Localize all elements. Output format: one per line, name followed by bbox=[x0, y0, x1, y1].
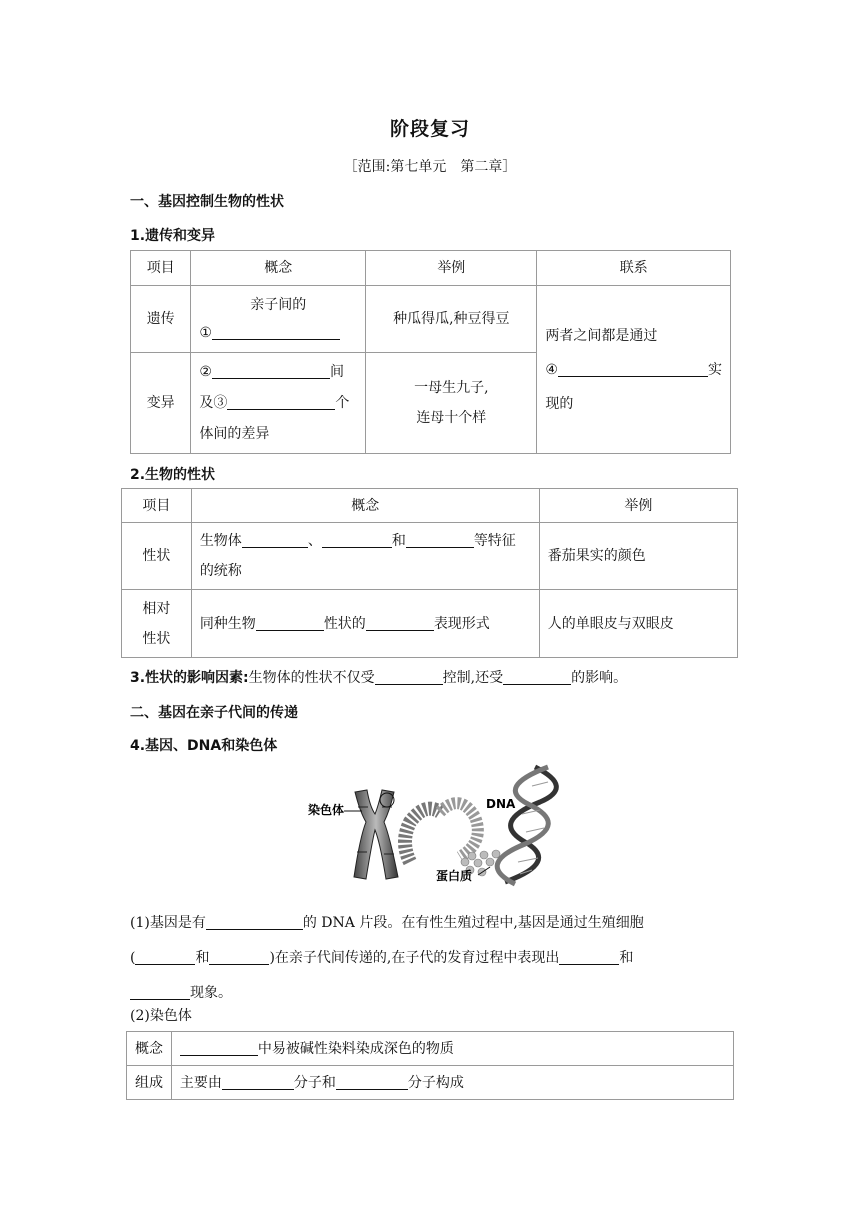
chromosome-blank-2[interactable] bbox=[222, 1073, 294, 1090]
chromosome-blank-3[interactable] bbox=[336, 1073, 408, 1090]
header-example: 举例 bbox=[366, 251, 537, 286]
row-name-heredity: 遗传 bbox=[131, 286, 191, 353]
answer-blank-3[interactable] bbox=[227, 393, 335, 410]
item3-blank-1[interactable] bbox=[375, 668, 443, 685]
q1-text-e: )在亲子代间传递的,在子代的发育过程中表现出 bbox=[269, 950, 560, 966]
header-relation: 联系 bbox=[537, 251, 731, 286]
relative-concept-mid: 性状的 bbox=[323, 615, 366, 632]
answer-blank-2[interactable] bbox=[212, 362, 330, 379]
chromosome-concept-text: 中易被碱性染料染成深色的物质 bbox=[257, 1040, 454, 1057]
relative-concept-end: 表现形式 bbox=[433, 615, 490, 632]
relation-line3: 现的 bbox=[545, 395, 574, 412]
variation-line1-end: 间 bbox=[329, 363, 344, 380]
page-title: 阶段复习 bbox=[389, 118, 470, 140]
relative-trait-name-2: 性状 bbox=[142, 630, 171, 647]
chromosome-blank-1[interactable] bbox=[180, 1039, 258, 1056]
relation-line1: 两者之间都是通过 bbox=[545, 327, 658, 344]
row-name-relative-trait bbox=[122, 590, 192, 658]
section1-heading: 一、基因控制生物的性状 bbox=[130, 194, 284, 210]
chromosome-shape bbox=[354, 790, 398, 879]
q1-blank-2[interactable] bbox=[135, 948, 195, 965]
traits-header-item: 项目 bbox=[122, 489, 192, 523]
q1-blank-1[interactable] bbox=[206, 913, 303, 930]
variation-line3: 体间的差异 bbox=[199, 425, 270, 442]
dna-helix-shape bbox=[497, 767, 556, 884]
trait-concept-start: 生物体 bbox=[199, 533, 242, 549]
section2-heading: 二、基因在亲子代间的传递 bbox=[130, 705, 298, 721]
chromosome-dna-figure bbox=[300, 762, 570, 890]
label-chromosome: 染色体 bbox=[308, 803, 345, 817]
row-name-concept: 概念 bbox=[127, 1032, 172, 1066]
row-name-trait: 性状 bbox=[122, 523, 192, 590]
item1-heading: 1.遗传和变异 bbox=[130, 228, 216, 244]
q1-text-f: 和 bbox=[619, 950, 634, 966]
variation-marker-2: ② bbox=[199, 363, 212, 380]
q1-blank-4[interactable] bbox=[559, 948, 619, 965]
q1-blank-5[interactable] bbox=[130, 983, 190, 1000]
trait-concept-end: 的统称 bbox=[199, 563, 242, 579]
item2-heading: 2.生物的性状 bbox=[130, 467, 216, 483]
item3-blank-2[interactable] bbox=[503, 668, 571, 685]
header-concept: 概念 bbox=[191, 251, 366, 286]
page-subtitle: ［范围:第七单元 第二章］ bbox=[343, 159, 517, 175]
item4-heading: 4.基因、DNA和染色体 bbox=[130, 738, 278, 754]
relative-trait-name-1: 相对 bbox=[142, 600, 171, 617]
variation-marker-3: 及③ bbox=[199, 394, 228, 411]
traits-table bbox=[121, 488, 738, 658]
trait-blank-1[interactable] bbox=[242, 531, 308, 548]
q2-heading: (2)染色体 bbox=[130, 1008, 192, 1024]
chromatin-coil-shape bbox=[405, 803, 500, 876]
variation-example-line1: 一母生九子, bbox=[414, 380, 489, 396]
variation-concept-cell bbox=[191, 353, 366, 454]
trait-example: 番茄果实的颜色 bbox=[539, 523, 737, 590]
trait-sep-3: 等特征 bbox=[473, 533, 516, 549]
relative-trait-concept-cell bbox=[191, 590, 539, 658]
q1-text-d: 和 bbox=[195, 950, 210, 966]
item3-text-b: 控制,还受 bbox=[442, 670, 504, 686]
item3-text-a: 生物体的性状不仅受 bbox=[248, 670, 375, 686]
item3-heading: 3.性状的影响因素: bbox=[130, 670, 249, 686]
relation-cell bbox=[537, 286, 731, 454]
q1-text-b: 的 DNA 片段。在有性生殖过程中,基因是通过生殖细胞 bbox=[302, 915, 644, 931]
trait-sep-2: 和 bbox=[391, 533, 406, 549]
chromosome-composition-cell bbox=[171, 1066, 733, 1100]
q1-text-g: 现象。 bbox=[190, 985, 232, 1001]
q1-text-a: (1)基因是有 bbox=[130, 915, 206, 931]
variation-line2-end: 个 bbox=[335, 394, 350, 411]
composition-text-a: 主要由 bbox=[179, 1074, 222, 1091]
trait-blank-2[interactable] bbox=[322, 531, 392, 548]
variation-example-cell bbox=[366, 353, 537, 454]
answer-blank-4[interactable] bbox=[558, 360, 708, 377]
row-name-variation: 变异 bbox=[131, 353, 191, 454]
composition-text-c: 分子构成 bbox=[407, 1074, 464, 1091]
traits-header-example: 举例 bbox=[539, 489, 737, 523]
heredity-concept-cell bbox=[191, 286, 366, 353]
traits-header-concept: 概念 bbox=[191, 489, 539, 523]
chromosome-table bbox=[126, 1031, 734, 1100]
chromosome-concept-cell bbox=[171, 1032, 733, 1066]
relative-trait-example: 人的单眼皮与双眼皮 bbox=[539, 590, 737, 658]
label-protein: 蛋白质 bbox=[436, 869, 473, 883]
composition-text-b: 分子和 bbox=[293, 1074, 336, 1091]
trait-blank-3[interactable] bbox=[406, 531, 474, 548]
item3-line bbox=[130, 667, 627, 687]
trait-concept-cell bbox=[191, 523, 539, 590]
heredity-variation-table bbox=[130, 250, 731, 454]
header-item: 项目 bbox=[131, 251, 191, 286]
relation-marker: ④ bbox=[545, 361, 558, 378]
question-1 bbox=[130, 906, 734, 1011]
relative-concept-start: 同种生物 bbox=[199, 615, 256, 632]
answer-blank-1[interactable] bbox=[212, 323, 340, 340]
heredity-example: 种瓜得瓜,种豆得豆 bbox=[366, 286, 537, 353]
relative-blank-2[interactable] bbox=[366, 614, 434, 631]
relation-line2-end: 实 bbox=[707, 361, 722, 378]
row-name-composition: 组成 bbox=[127, 1066, 172, 1100]
q1-text-c: ( bbox=[130, 950, 136, 966]
trait-sep-1: 、 bbox=[307, 533, 322, 549]
item3-text-c: 的影响。 bbox=[571, 670, 628, 686]
heredity-concept-line1: 亲子间的 bbox=[250, 297, 307, 313]
q1-blank-3[interactable] bbox=[209, 948, 269, 965]
heredity-concept-marker: ① bbox=[199, 325, 212, 341]
label-dna: DNA bbox=[486, 797, 516, 811]
relative-blank-1[interactable] bbox=[256, 614, 324, 631]
variation-example-line2: 连母十个样 bbox=[416, 410, 487, 426]
